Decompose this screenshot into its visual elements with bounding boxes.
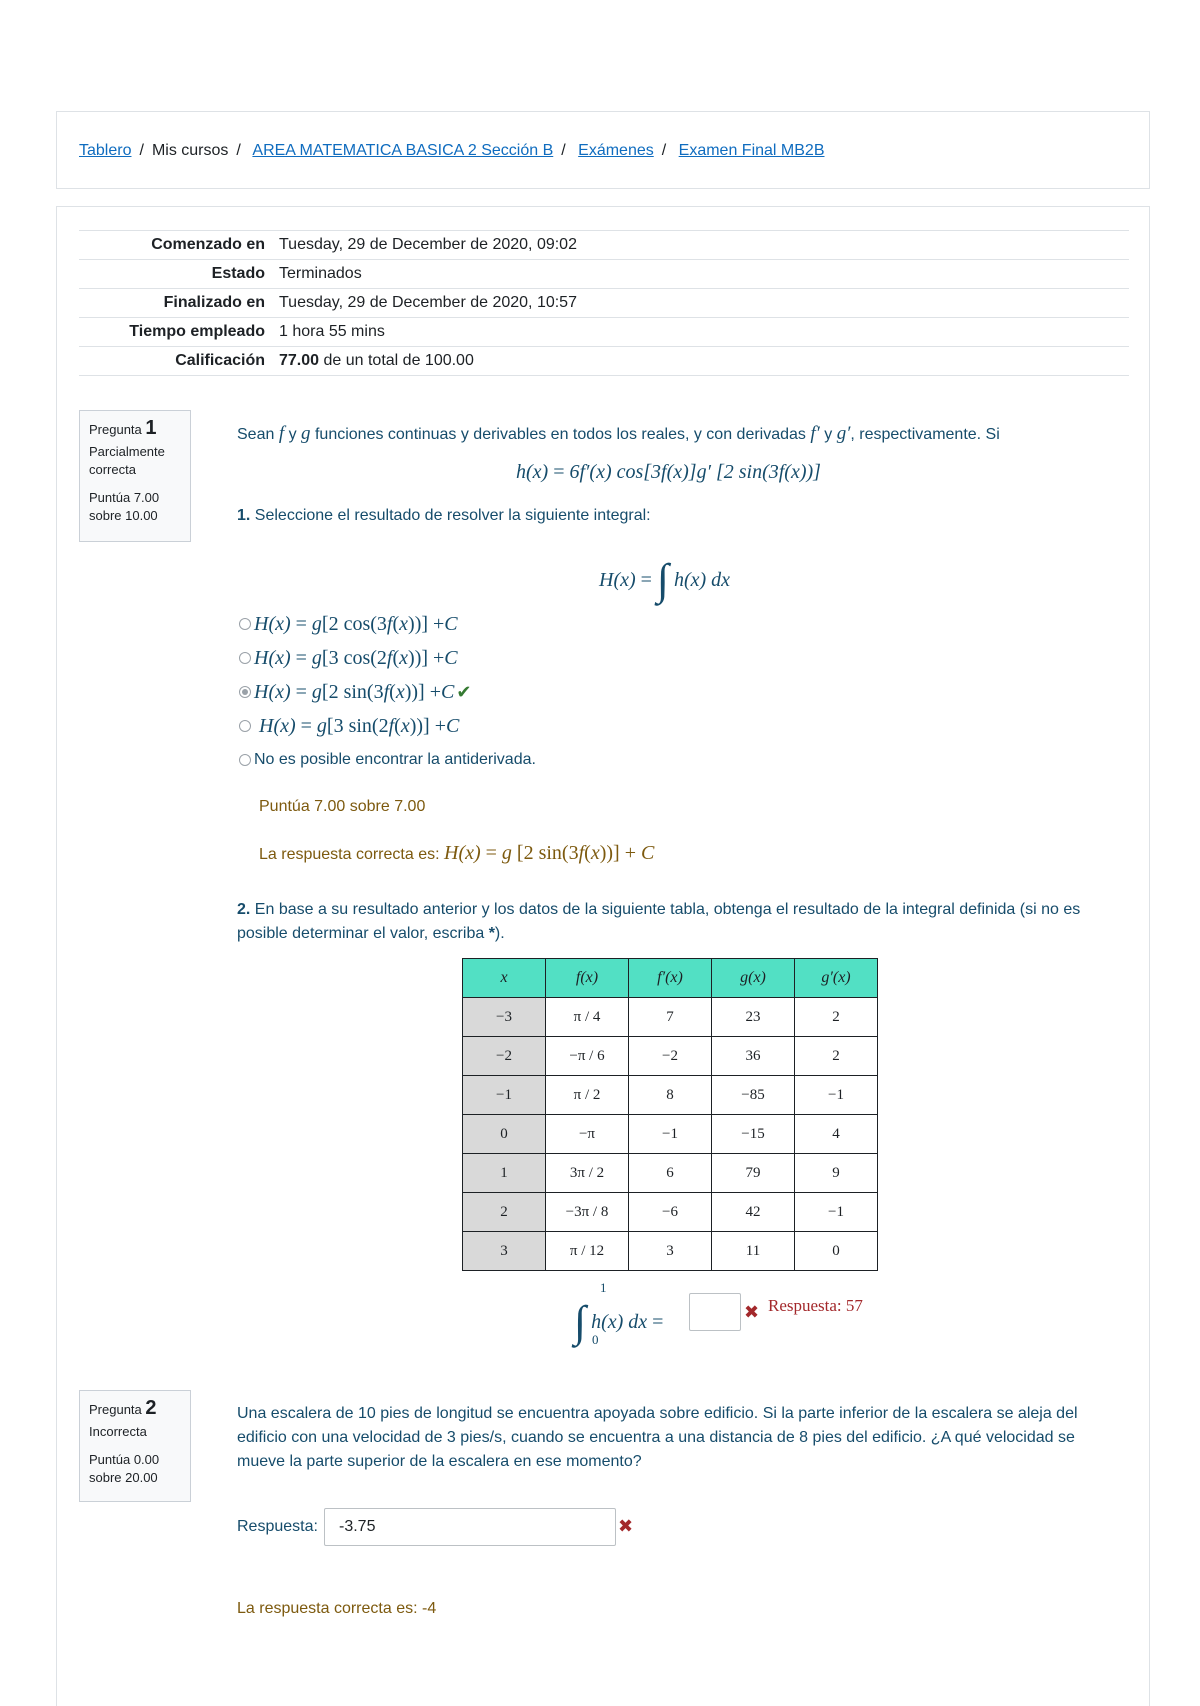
- summary-label: Estado: [79, 260, 271, 289]
- table-cell: π / 4: [546, 998, 629, 1037]
- col-header-gprime: g′(x): [795, 959, 878, 998]
- radio-c[interactable]: [239, 686, 251, 698]
- question-number: 2: [145, 1397, 157, 1419]
- function-values-table: [462, 958, 878, 1271]
- option-c-selected[interactable]: H(x) = g [2 sin(3 f ( x ))] + C ✔: [239, 675, 536, 709]
- breadcrumb-examenes-link[interactable]: Exámenes: [578, 142, 654, 159]
- col-header-fprime: f′(x): [629, 959, 712, 998]
- table-cell: 3π / 2: [546, 1154, 629, 1193]
- col-header-g: g(x): [712, 959, 795, 998]
- table-cell: π / 2: [546, 1076, 629, 1115]
- summary-value: Tuesday, 29 de December de 2020, 10:57: [271, 289, 1129, 318]
- correct-check-icon: ✔: [456, 681, 472, 702]
- question-1-info: [79, 410, 191, 542]
- question-grade: Puntúa 0.00 sobre 20.00: [89, 1452, 160, 1485]
- question-1-intro: Sean f y g funciones continuas y derivables en todos los reales, y con derivadas f′ y g′, respectivamente. Si: [237, 423, 1000, 444]
- table-cell: 79: [712, 1154, 795, 1193]
- table-cell: −3π / 8: [546, 1193, 629, 1232]
- radio-b[interactable]: [239, 652, 251, 664]
- grade-total: de un total de 100.00: [323, 352, 474, 369]
- question-prefix: Pregunta: [89, 1402, 142, 1417]
- table-row: [463, 1115, 878, 1154]
- table-cell: −1: [795, 1193, 878, 1232]
- table-row: [463, 998, 878, 1037]
- col-header-x: x: [463, 959, 546, 998]
- summary-row-finished: [79, 289, 1129, 318]
- question-state: Incorrecta: [89, 1424, 147, 1439]
- question-2-answer-input[interactable]: -3.75: [324, 1508, 616, 1546]
- summary-label: Comenzado en: [79, 231, 271, 260]
- table-cell: π / 12: [546, 1232, 629, 1271]
- table-cell: 1: [463, 1154, 546, 1193]
- incorrect-cross-icon: ✖: [744, 1302, 760, 1322]
- table-cell: 3: [463, 1232, 546, 1271]
- table-cell: −2: [629, 1037, 712, 1076]
- table-cell: −π / 6: [546, 1037, 629, 1076]
- table-cell: −1: [629, 1115, 712, 1154]
- part-1-correct-answer: La respuesta correcta es: H(x) = g [2 sin(3f(x))] + C: [259, 842, 655, 864]
- answer-options: [239, 607, 536, 777]
- table-cell: −85: [712, 1076, 795, 1115]
- table-cell: −15: [712, 1115, 795, 1154]
- question-number: 1: [145, 417, 157, 439]
- summary-label: Calificación: [79, 347, 271, 376]
- part-1-score: Puntúa 7.00 sobre 7.00: [259, 798, 426, 815]
- table-cell: 2: [463, 1193, 546, 1232]
- summary-row-state: [79, 260, 1129, 289]
- option-b[interactable]: H(x) = g [3 cos(2 f ( x ))] + C: [239, 641, 536, 675]
- table-row: [463, 1193, 878, 1232]
- question-prefix: Pregunta: [89, 422, 142, 437]
- radio-e[interactable]: [239, 754, 251, 766]
- question-2-info: [79, 1390, 191, 1502]
- summary-label: Finalizado en: [79, 289, 271, 318]
- table-cell: −6: [629, 1193, 712, 1232]
- summary-value: Terminados: [271, 260, 1129, 289]
- table-cell: 0: [463, 1115, 546, 1154]
- table-cell: −1: [463, 1076, 546, 1115]
- option-d[interactable]: H(x) = g [3 sin(2 f ( x ))] + C: [239, 709, 536, 743]
- part-2-prompt: 2. En base a su resultado anterior y los datos de la siguiente tabla, obtenga el resultado de la integral definida (si no es posible determinar el valor, escriba *).: [237, 901, 1081, 942]
- table-cell: 42: [712, 1193, 795, 1232]
- table-row: [463, 1076, 878, 1115]
- radio-a[interactable]: [239, 618, 251, 630]
- incorrect-cross-icon: ✖: [618, 1516, 634, 1536]
- table-row: [463, 1154, 878, 1193]
- table-cell: −π: [546, 1115, 629, 1154]
- part-1-prompt: 1. Seleccione el resultado de resolver la siguiente integral:: [237, 507, 651, 524]
- col-header-f: f(x): [546, 959, 629, 998]
- attempt-summary-table: [79, 230, 1129, 376]
- definite-integral-input[interactable]: [689, 1293, 741, 1331]
- table-cell: 7: [629, 998, 712, 1037]
- answer-label: Respuesta:: [237, 1518, 318, 1535]
- summary-value: 1 hora 55 mins: [271, 318, 1129, 347]
- breadcrumb: Tablero / Mis cursos / AREA MATEMATICA BASICA 2 Sección B / Exámenes / Examen Final MB2B: [79, 142, 825, 159]
- option-e[interactable]: No es posible encontrar la antiderivada.: [239, 743, 536, 777]
- breadcrumb-exam-link[interactable]: Examen Final MB2B: [678, 142, 825, 159]
- table-cell: 0: [795, 1232, 878, 1271]
- table-cell: 11: [712, 1232, 795, 1271]
- table-cell: −3: [463, 998, 546, 1037]
- question-2-text: Una escalera de 10 pies de longitud se encuentra apoyada sobre edificio. Si la parte inferior de la escalera se aleja del edificio con una velocidad de 3 pies/s, cuando se encuentra a una distancia de 8 pies del edificio. ¿A qué velocidad se mueve la parte superior de la escalera en ese momento?: [237, 1405, 1078, 1470]
- summary-value: Tuesday, 29 de December de 2020, 09:02: [271, 231, 1129, 260]
- question-grade: Puntúa 7.00 sobre 10.00: [89, 490, 160, 523]
- table-cell: 23: [712, 998, 795, 1037]
- table-cell: 4: [795, 1115, 878, 1154]
- breadcrumb-tablero-link[interactable]: Tablero: [79, 142, 132, 159]
- radio-d[interactable]: [239, 720, 251, 732]
- table-row: [463, 1037, 878, 1076]
- table-cell: 8: [629, 1076, 712, 1115]
- breadcrumb-course-link[interactable]: AREA MATEMATICA BASICA 2 Sección B: [252, 142, 554, 159]
- breadcrumb-mis-cursos: Mis cursos: [151, 142, 229, 159]
- summary-row-grade: [79, 347, 1129, 376]
- table-cell: −1: [795, 1076, 878, 1115]
- table-cell: 6: [629, 1154, 712, 1193]
- table-cell: 2: [795, 1037, 878, 1076]
- table-row: [463, 1232, 878, 1271]
- option-a[interactable]: H(x) = g [2 cos(3 f ( x ))] + C: [239, 607, 536, 641]
- table-cell: 3: [629, 1232, 712, 1271]
- summary-row-started: [79, 231, 1129, 260]
- table-cell: 36: [712, 1037, 795, 1076]
- summary-row-time: [79, 318, 1129, 347]
- summary-label: Tiempo empleado: [79, 318, 271, 347]
- question-2-correct-answer: La respuesta correcta es: -4: [237, 1600, 437, 1617]
- h-definition-formula: h(x) = 6f′(x) cos[3f(x)]g′ [2 sin(3f(x))]: [516, 461, 821, 483]
- summary-value: [271, 347, 1129, 376]
- breadcrumb-container: [56, 111, 1150, 189]
- table-cell: 9: [795, 1154, 878, 1193]
- integral-formula: H(x) = ∫ h(x) dx: [599, 555, 731, 604]
- definite-integral-formula: ∫ 1 0 h(x) dx =: [574, 1280, 664, 1347]
- table-cell: 2: [795, 998, 878, 1037]
- question-state: Parcialmente correcta: [89, 444, 165, 477]
- part-2-correct-answer: Respuesta: 57: [768, 1296, 863, 1315]
- grade-score: 77.00: [279, 352, 320, 369]
- table-cell: −2: [463, 1037, 546, 1076]
